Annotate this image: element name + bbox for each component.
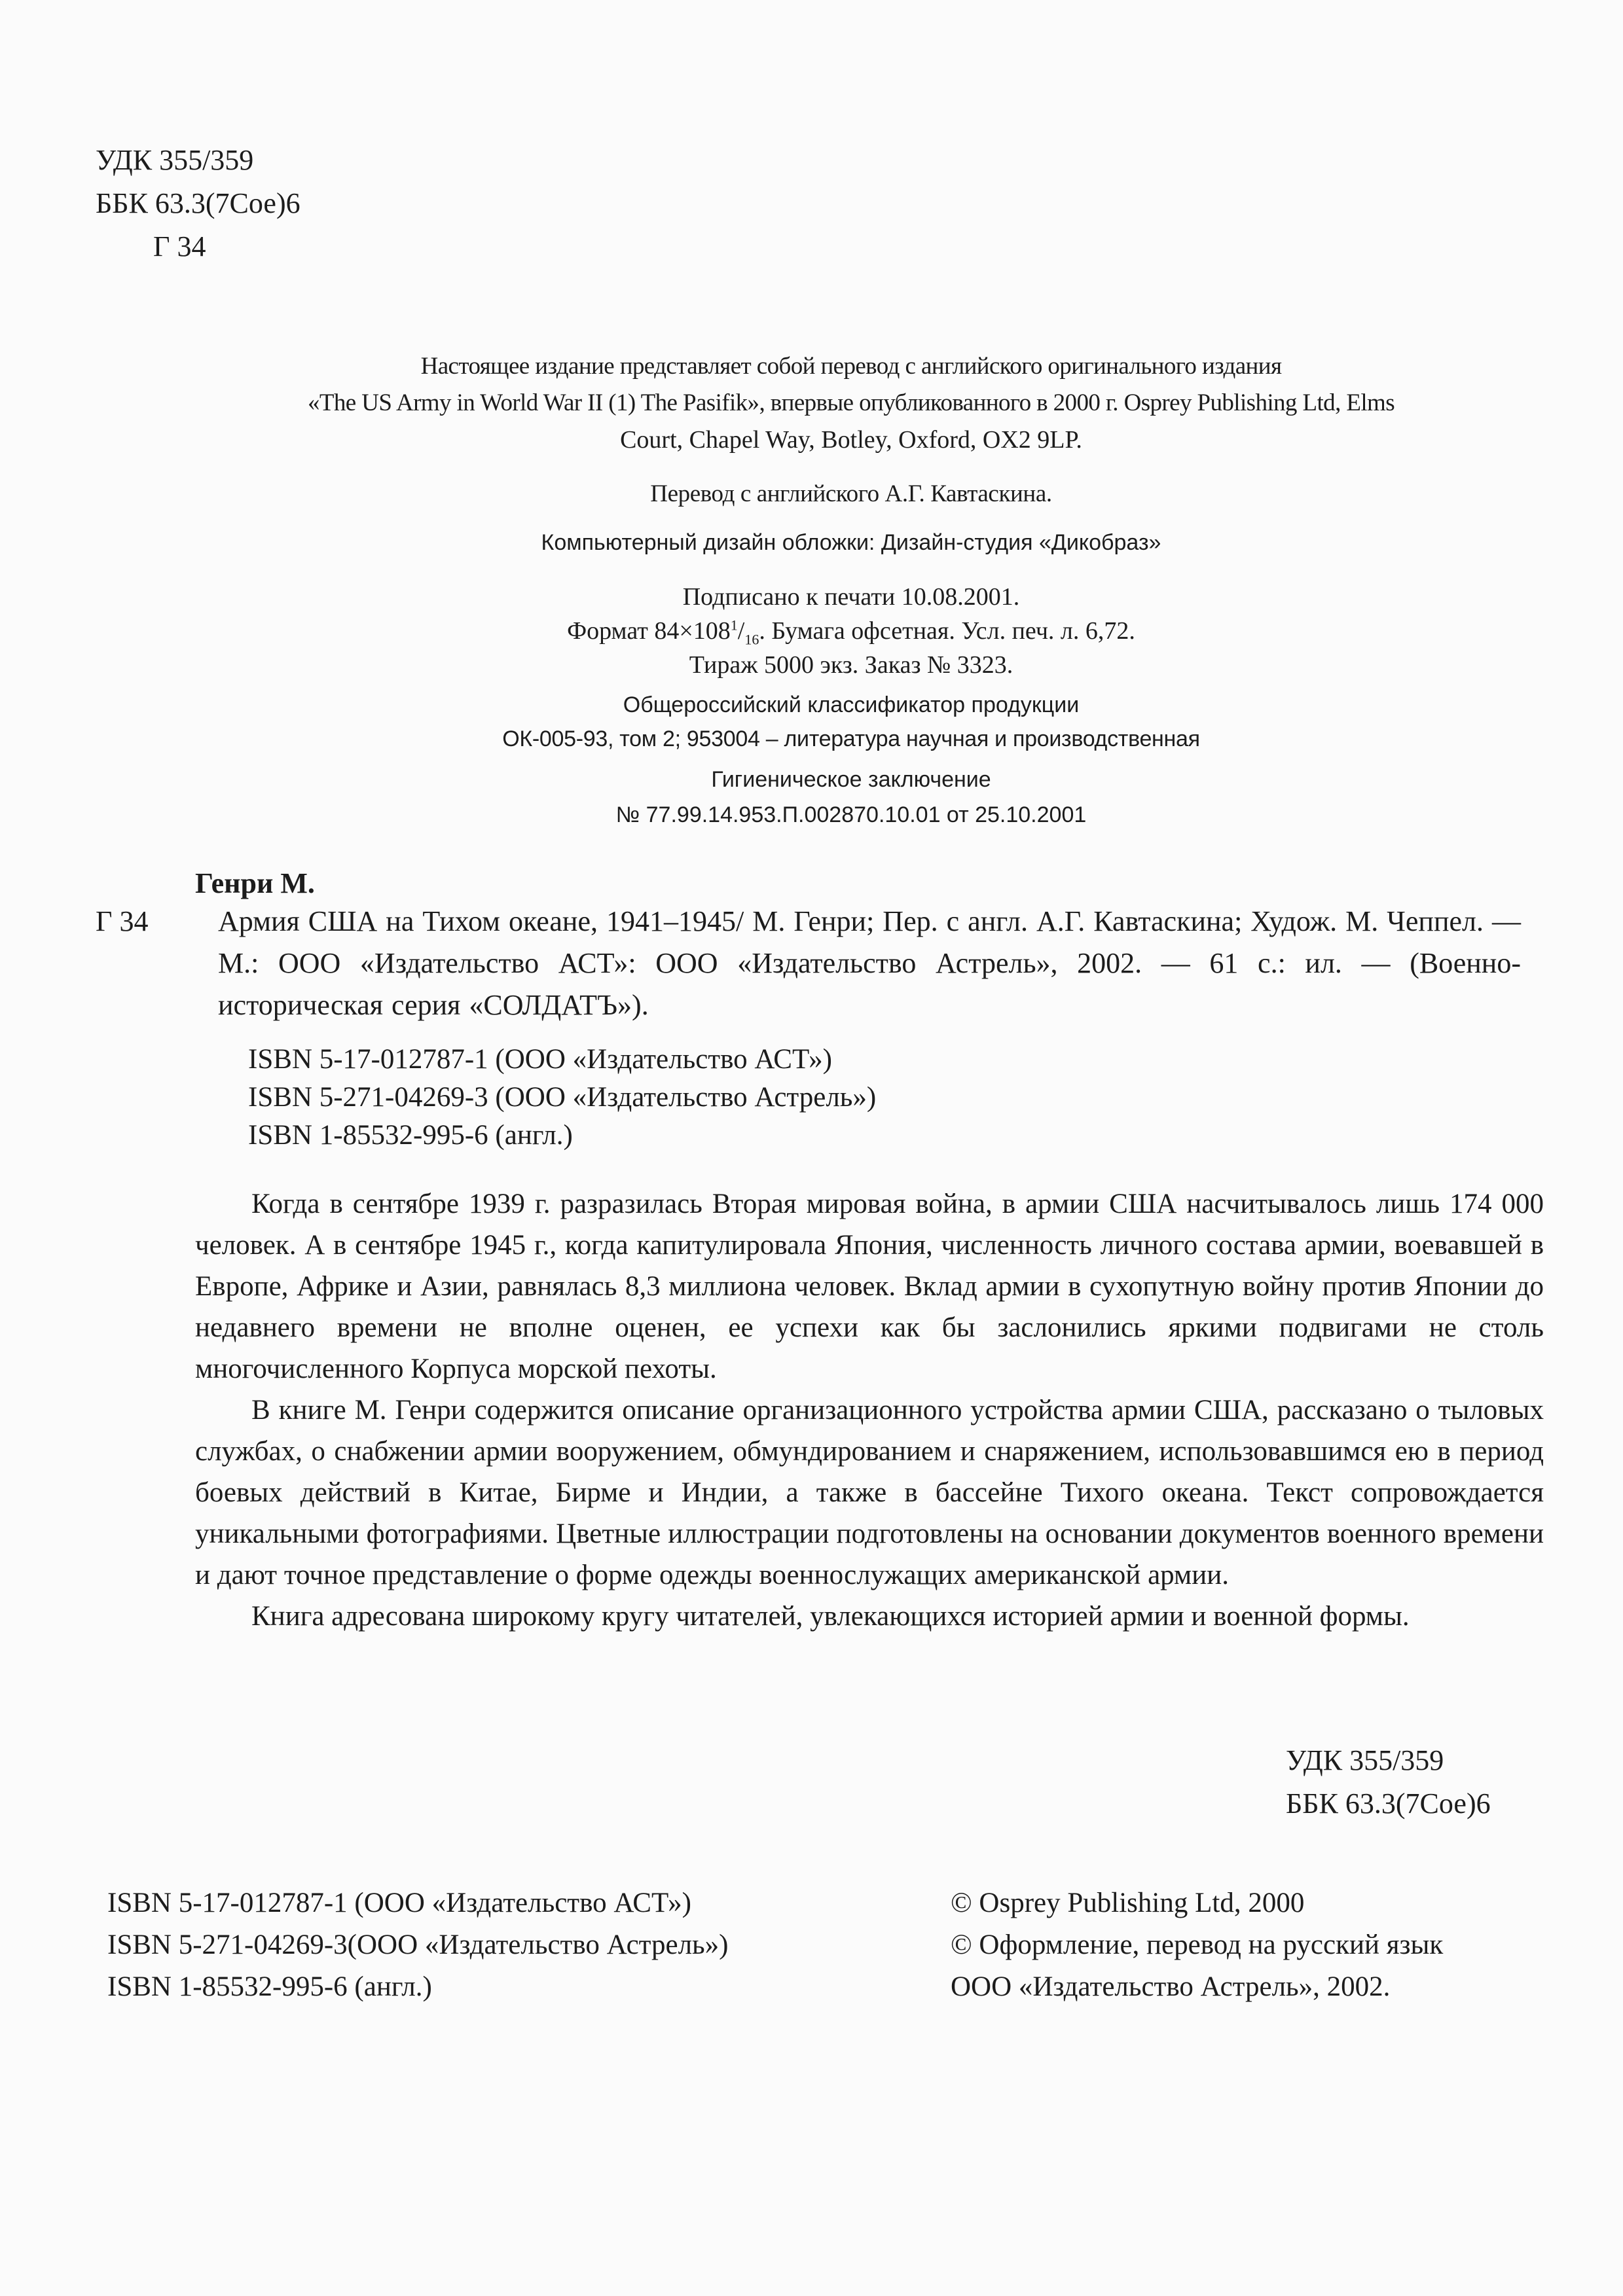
bbk-code-top: ББК 63.3(7Сое)6 bbox=[96, 187, 301, 219]
copyright-design-translation: © Оформление, перевод на русский язык bbox=[951, 1929, 1444, 1960]
hygiene-title: Гигиеническое заключение bbox=[711, 767, 991, 792]
annotation-paragraph-3: Книга адресована широкому кругу читателей, увлекающихся историей армии и военной формы. bbox=[251, 1601, 1410, 1632]
cover-design-line: Компьютерный дизайн обложки: Дизайн-студия «Дикобраз» bbox=[541, 530, 1161, 555]
bib-isbn-1: ISBN 5-17-012787-1 (ООО «Издательство АСТ») bbox=[248, 1044, 832, 1075]
original-edition-line-3: Court, Chapel Way, Botley, Oxford, OX2 9LP. bbox=[620, 426, 1082, 454]
bib-mark: Г 34 bbox=[96, 905, 149, 937]
hygiene-number: № 77.99.14.953.П.002870.10.01 от 25.10.2001 bbox=[615, 802, 1087, 827]
format-line: Формат $84\times 108^1/_{16}$. Бумага офсетная. Усл. печ. л. 6,72. bbox=[567, 617, 1135, 648]
format-prefix: Формат 84×108 bbox=[567, 617, 731, 645]
isbn-bottom-2: ISBN 5-271-04269-3(ООО «Издательство Астрель») bbox=[107, 1929, 729, 1960]
signed-to-print-line: Подписано к печати 10.08.2001. bbox=[682, 583, 1020, 611]
udk-code-bottom: УДК 355/359 bbox=[1286, 1744, 1444, 1776]
format-superscript: 1 bbox=[730, 617, 738, 634]
print-run-line: Тираж 5000 экз. Заказ № 3323. bbox=[689, 651, 1013, 679]
isbn-bottom-3: ISBN 1-85532-995-6 (англ.) bbox=[107, 1971, 432, 2002]
isbn-bottom-1: ISBN 5-17-012787-1 (ООО «Издательство АСТ») bbox=[107, 1888, 691, 1918]
classifier-title: Общероссийский классификатор продукции bbox=[623, 692, 1080, 717]
bbk-code-bottom: ББК 63.3(7Сое)6 bbox=[1286, 1787, 1491, 1820]
bib-isbn-2: ISBN 5-271-04269-3 (ООО «Издательство Астрель») bbox=[248, 1082, 877, 1113]
classifier-code: ОК-005-93, том 2; 953004 – литература научная и производственная bbox=[502, 726, 1200, 751]
annotation-paragraph-2: В книге М. Генри содержится описание организационного устройства армии США, рассказано о тыловых службах, о снабжении армии вооружением, обмундированием и снаряжением, использовавшимся ею в период боевых действий в Китае, Бирме и Индии, а также в бассейне Тихого океана. Текст сопровождается уникальными фотографиями. Цветные иллюстрации подготовлены на основании документов военного времени и дают точное представление о форме одежды военнослужащих американской армии. bbox=[195, 1395, 1544, 1590]
original-edition-line-1: Настоящее издание представляет собой перевод с английского оригинального издания bbox=[420, 353, 1282, 380]
annotation bbox=[195, 1183, 1544, 1637]
format-rest: . Бумага офсетная. Усл. печ. л. 6,72. bbox=[759, 617, 1135, 645]
copyright-astrel: ООО «Издательство Астрель», 2002. bbox=[951, 1971, 1391, 2002]
udk-code-top: УДК 355/359 bbox=[96, 144, 254, 176]
original-edition-line-2: «The US Army in World War II (1) The Pasifik», впервые опубликованного в 2000 г. Osprey Publishing Ltd, Elms bbox=[307, 389, 1395, 416]
annotation-paragraph-1: Когда в сентябре 1939 г. разразилась Вторая мировая война, в армии США насчитывалось лишь 174 000 человек. А в сентябре 1945 г., когда капитулировала Япония, численность личного состава армии, воевавшей в Европе, Африке и Азии, равнялась 8,3 миллиона человек. Вклад армии в сухопутную войну против Японии до недавнего времени не вполне оценен, ее успехи как бы заслонились яркими подвигами не столь многочисленного Корпуса морской пехоты. bbox=[195, 1189, 1544, 1384]
copyright-osprey: © Osprey Publishing Ltd, 2000 bbox=[951, 1888, 1305, 1918]
bib-author: Генри М. bbox=[195, 867, 315, 899]
translator-line: Перевод с английского А.Г. Кавтаскина. bbox=[650, 480, 1052, 507]
author-mark-top: Г 34 bbox=[153, 230, 206, 262]
bib-description: Армия США на Тихом океане, 1941–1945/ М. Генри; Пер. с англ. А.Г. Кавтаскина; Худож. М. Чеппел. — М.: ООО «Издательство АСТ»: ООО «Издательство Астрель», 2002. — 61 с.: ил. — (Военно-историческая серия «СОЛДАТЪ»). bbox=[218, 905, 1521, 1021]
format-subscript: 16 bbox=[744, 631, 759, 648]
bib-isbn-3: ISBN 1-85532-995-6 (англ.) bbox=[248, 1120, 573, 1151]
